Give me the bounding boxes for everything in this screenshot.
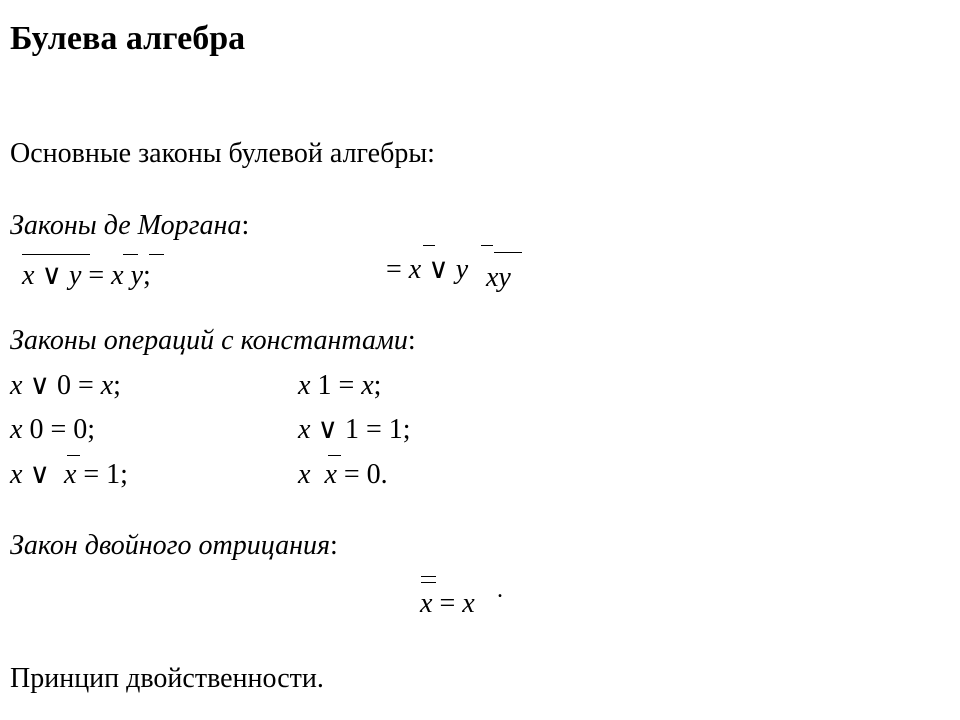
de-morgan-formula-1: x ∨ y = x y;: [22, 260, 151, 291]
constants-law-2: x 1 = x;: [298, 370, 382, 401]
double-negation-heading: Закон двойного отрицания:: [10, 530, 338, 561]
negation-bar: [22, 254, 90, 255]
constants-law-4: x ∨ 1 = 1;: [298, 414, 411, 445]
page-title: Булева алгебра: [10, 20, 246, 57]
constants-heading: Законы операций с константами:: [10, 325, 416, 356]
intro-text: Основные законы булевой алгебры:: [10, 138, 435, 169]
negation-bar: [421, 576, 436, 577]
xy-term: xy: [486, 262, 511, 293]
trailing-dot: .: [497, 577, 503, 603]
constants-law-6: x x = 0.: [298, 459, 388, 490]
constants-law-1: x ∨ 0 = x;: [10, 370, 121, 401]
negation-bar: [481, 245, 493, 246]
negation-bar: [423, 245, 435, 246]
negation-bar: [123, 254, 138, 255]
negation-bar: [328, 455, 341, 456]
negation-bar: [421, 582, 436, 583]
negation-bar: [494, 252, 522, 253]
de-morgan-heading: Законы де Моргана:: [10, 210, 250, 241]
negation-bar: [67, 455, 80, 456]
negation-bar: [149, 254, 164, 255]
double-negation-formula: x = x: [420, 588, 475, 619]
duality-principle: Принцип двойственности.: [10, 663, 324, 694]
de-morgan-formula-2: = x ∨ y: [386, 254, 469, 285]
constants-law-3: x 0 = 0;: [10, 414, 96, 445]
constants-law-5: x ∨ x = 1;: [10, 459, 128, 490]
